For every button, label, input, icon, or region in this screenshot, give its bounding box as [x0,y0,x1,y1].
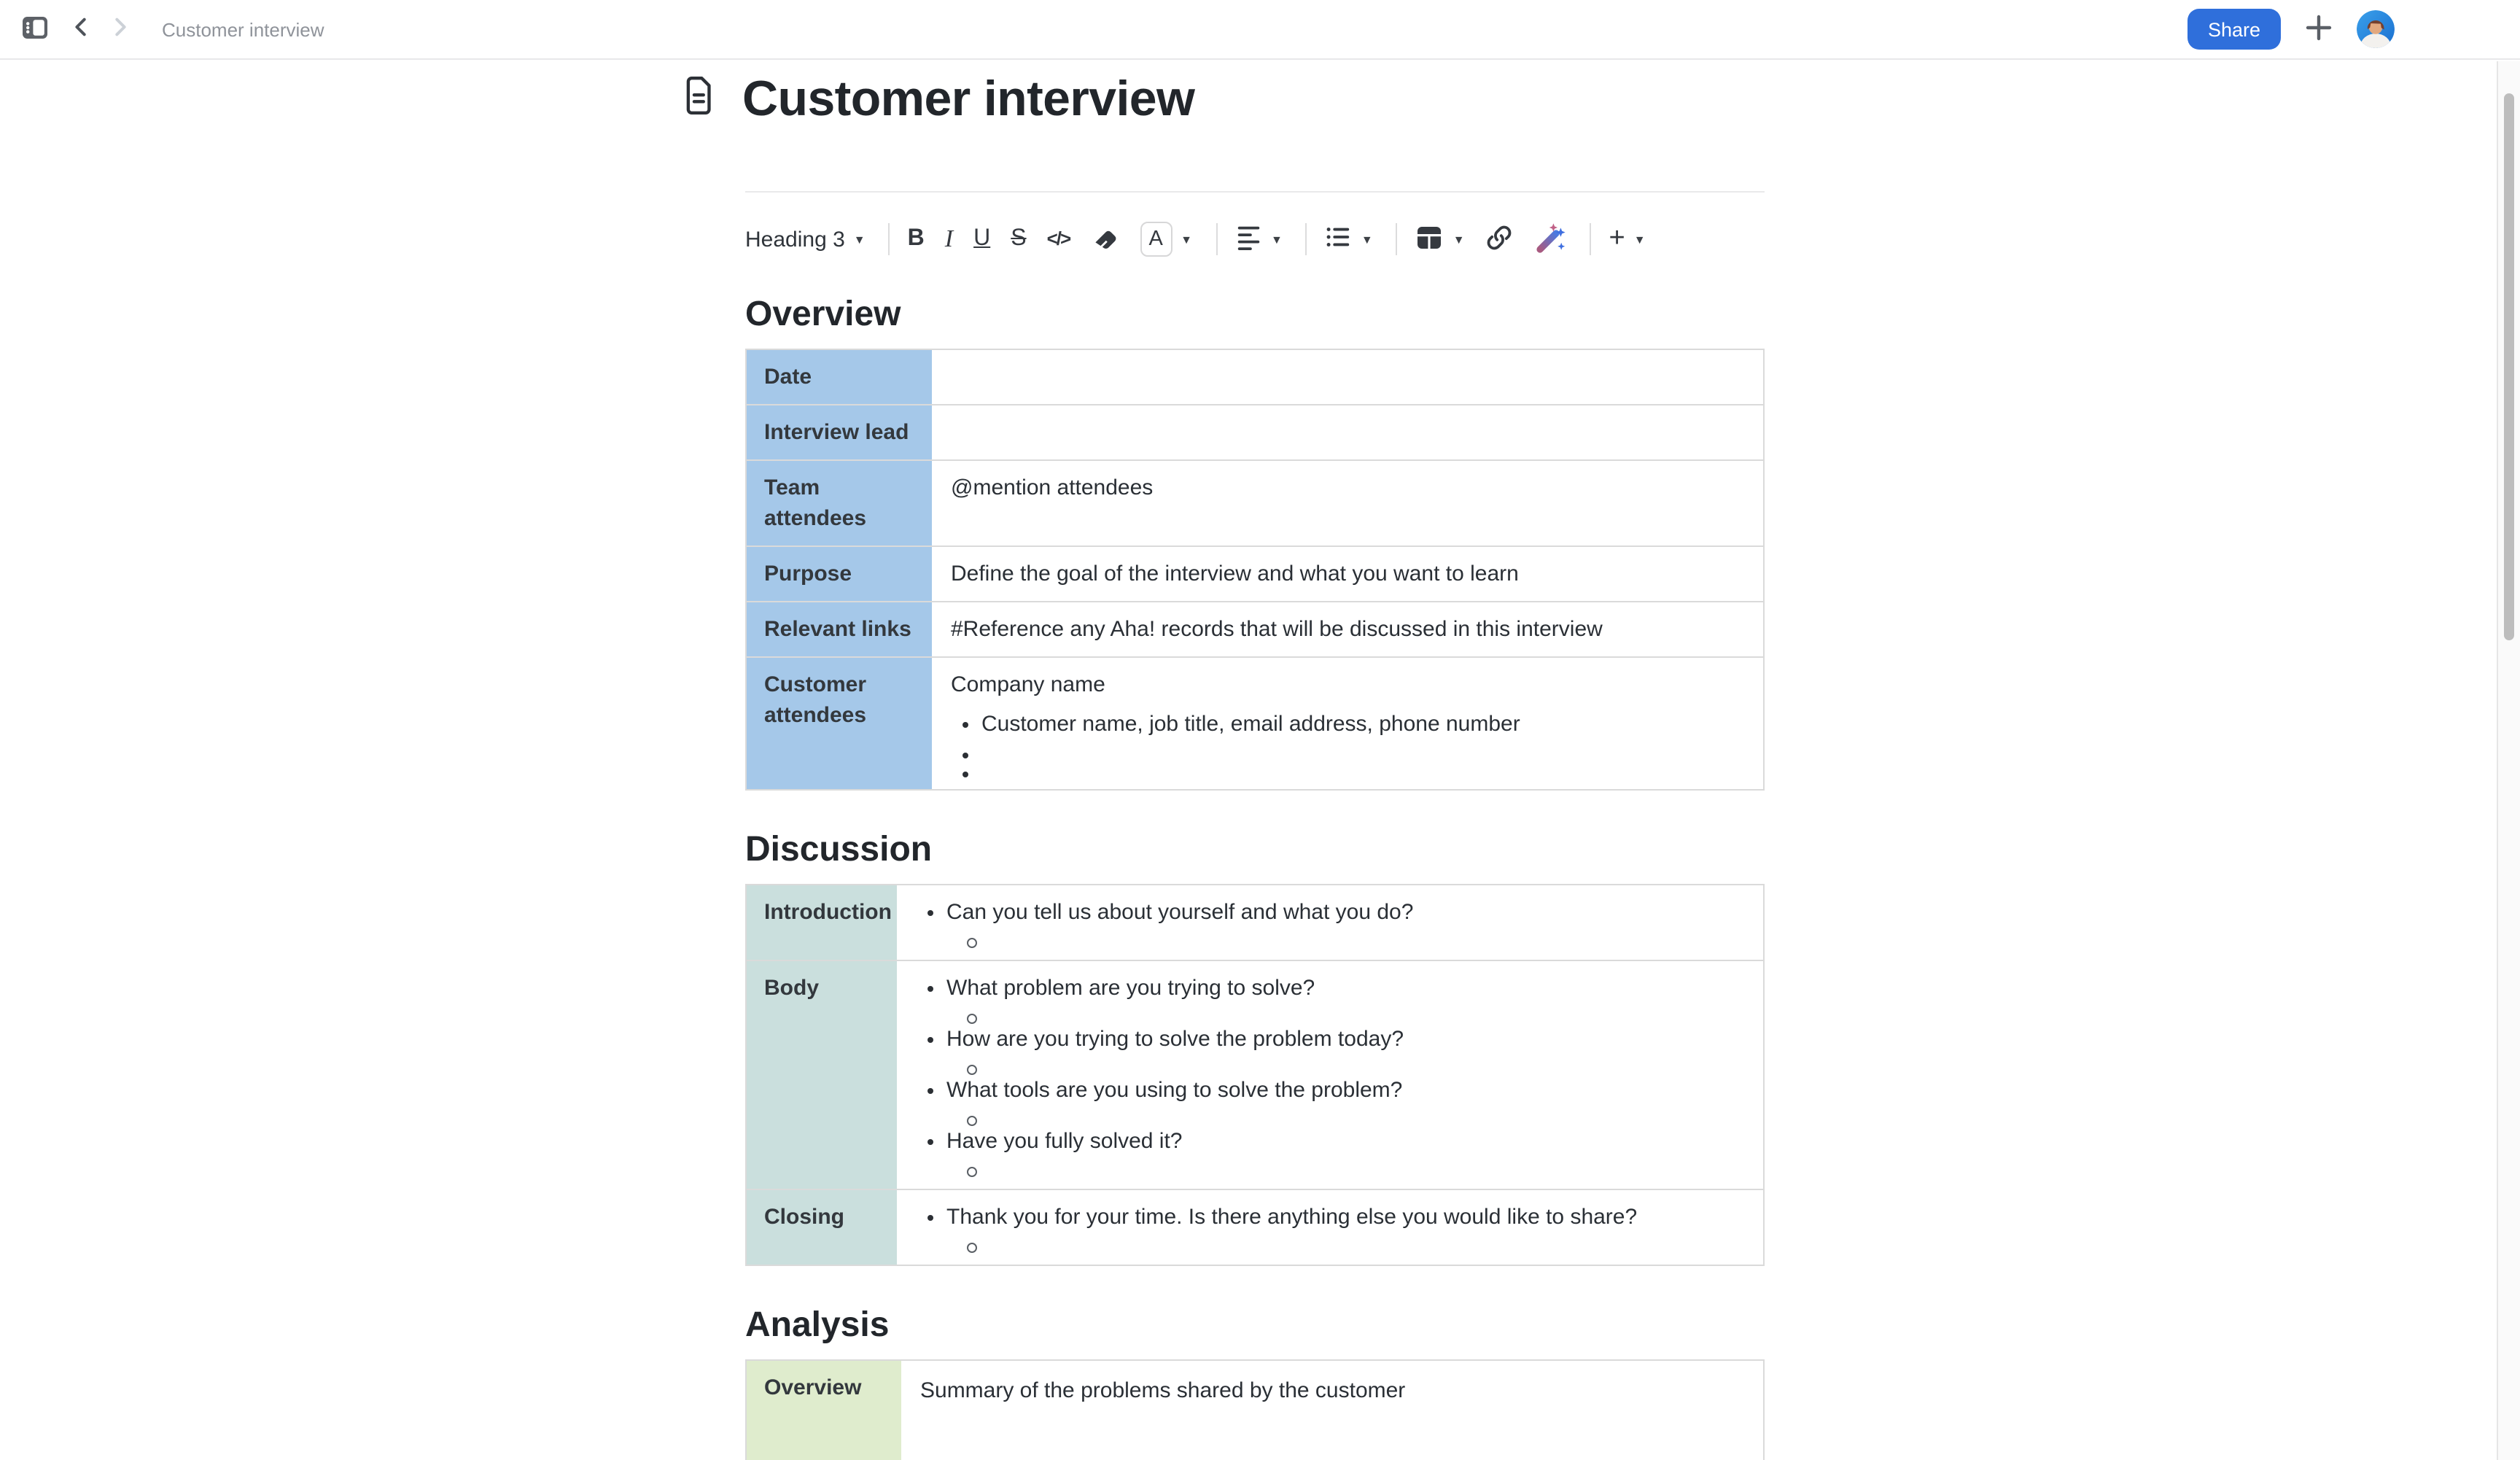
table-dropdown[interactable] [1415,222,1465,256]
strikethrough-icon: S [1011,226,1027,251]
bullet-ring [967,938,977,948]
toolbar-separator [1396,223,1398,255]
discussion-table [745,884,1765,1266]
chevron-down-icon: ▼ [1271,233,1283,246]
text-color-icon: A [1140,222,1172,257]
scrollbar-thumb[interactable] [2503,93,2513,640]
link-icon [1485,222,1514,256]
chevron-right-icon [109,16,131,42]
question-text: Can you tell us about yourself and what you do? [946,900,1414,925]
list-item [928,1232,1744,1253]
sidebar-toggle-button[interactable] [20,12,50,46]
breadcrumb: Customer interview [162,18,324,40]
header-divider [745,191,1765,193]
strikethrough-button[interactable] [1011,225,1026,254]
bullet-dot [928,1215,933,1221]
list-item [928,928,1744,948]
section-heading-discussion[interactable]: Discussion [745,830,933,869]
list-item [928,1003,1744,1024]
row-label[interactable]: Relevant links [747,602,932,656]
document-icon [681,74,718,124]
table-row [747,1190,1763,1265]
table-row [747,405,1763,461]
row-value[interactable] [932,405,1763,459]
row-label[interactable]: Date [747,350,932,404]
page-title[interactable]: Customer interview [742,71,1195,126]
list-item [928,1024,1744,1055]
add-button[interactable] [2303,11,2335,47]
clear-formatting-button[interactable] [1090,222,1119,256]
section-heading-overview[interactable]: Overview [745,295,901,334]
list-item [962,739,1744,758]
section-heading-analysis[interactable]: Analysis [745,1305,890,1345]
row-value[interactable]: Summary of the problems shared by the customer [920,1378,1406,1403]
italic-button[interactable] [945,225,953,254]
row-value[interactable] [897,961,1763,1189]
list-item [928,897,1744,928]
back-button[interactable] [70,16,92,42]
row-value[interactable]: Define the goal of the interview and what you want to learn [951,562,1519,586]
toolbar-separator [1590,223,1592,255]
question-text: Have you fully solved it? [946,1129,1183,1154]
question-text: Thank you for your time. Is there anything else you would like to share? [946,1205,1638,1230]
bullet-dot [962,772,968,777]
list-item [928,973,1744,1003]
question-text: What tools are you using to solve the problem? [946,1078,1403,1103]
row-value[interactable] [897,1190,1763,1265]
link-button[interactable] [1485,222,1514,256]
underline-icon: U [973,226,991,251]
toolbar-separator [1216,223,1217,255]
row-label[interactable]: Interview lead [747,405,932,459]
chevron-down-icon: ▼ [1361,233,1373,246]
bullet-list-icon [1325,223,1353,255]
block-style-dropdown[interactable]: Heading 3 ▼ [745,227,866,252]
row-label[interactable]: Body [747,961,897,1189]
list-item [928,1075,1744,1106]
top-bar [0,0,2520,60]
underline-button[interactable] [973,225,990,254]
magic-wand-icon [1535,221,1567,257]
analysis-table [745,1359,1765,1460]
bullet-ring [967,1116,977,1126]
bullet-dot [928,1088,933,1094]
table-row [747,1361,1763,1460]
row-value[interactable]: #Reference any Aha! records that will be discussed in this interview [951,617,1603,642]
row-label[interactable]: Customer attendees [747,658,932,789]
row-value[interactable] [932,658,1763,789]
bullet-ring [967,1243,977,1253]
bullet-dot [928,986,933,992]
chevron-down-icon: ▼ [853,233,866,246]
row-value[interactable]: @mention attendees [951,475,1154,500]
bullet-dot [928,1037,933,1043]
overview-table [745,349,1765,791]
row-label[interactable]: Overview [747,1361,901,1460]
code-button[interactable] [1047,225,1070,254]
row-label[interactable]: Introduction [747,885,897,960]
question-text: How are you trying to solve the problem today? [946,1027,1404,1052]
row-label[interactable]: Team attendees [747,461,932,545]
row-label[interactable]: Purpose [747,547,932,601]
list-item [928,1055,1744,1075]
ai-assistant-button[interactable] [1535,221,1567,257]
bold-icon: B [907,226,925,251]
list-item [928,1202,1744,1232]
table-row [747,602,1763,658]
table-icon [1415,222,1444,256]
list-item [928,1106,1744,1126]
plus-icon: + [1609,223,1625,254]
list-item [962,758,1744,777]
table-row [747,350,1763,405]
row-value[interactable] [932,350,1763,404]
plus-icon [2303,11,2335,47]
bullet-text: Customer name, job title, email address, phone number [981,712,1520,737]
document-title-row [681,71,2520,127]
italic-icon: I [944,225,954,252]
table-row [747,658,1763,789]
list-dropdown[interactable] [1325,223,1373,255]
align-left-icon [1234,223,1262,255]
chevron-down-icon: ▼ [1633,233,1646,246]
list-item [928,1126,1744,1157]
list-item [962,709,1744,739]
insert-dropdown[interactable] [1609,225,1646,254]
top-bar-left [20,12,324,46]
bullet-dot [962,722,968,728]
row-label[interactable]: Closing [747,1190,897,1265]
bullet-ring [967,1167,977,1177]
question-text: What problem are you trying to solve? [946,976,1315,1001]
bullet-dot [962,753,968,758]
table-row [747,885,1763,961]
chevron-left-icon [70,16,92,42]
chevron-down-icon: ▼ [1181,233,1192,246]
table-row [747,961,1763,1190]
toolbar-separator [889,223,890,255]
text-color-dropdown[interactable] [1140,222,1192,257]
bullet-dot [928,1139,933,1145]
document-body [745,293,1765,1460]
top-bar-right [2188,9,2500,50]
code-icon: </> [1046,228,1070,249]
editor-toolbar [745,211,2520,267]
share-button[interactable]: Share [2188,9,2281,50]
chevron-down-icon: ▼ [1452,233,1465,246]
row-value[interactable] [897,885,1763,960]
user-avatar[interactable] [2357,10,2395,48]
paragraph: Company name [951,672,1105,697]
sidebar-panel-icon [20,12,50,46]
table-row [747,547,1763,602]
align-dropdown[interactable] [1234,223,1283,255]
scrollbar-track[interactable] [2497,61,2520,1460]
toolbar-separator [1306,223,1307,255]
bold-button[interactable] [908,225,925,254]
list-item [928,1157,1744,1177]
bullet-ring [967,1014,977,1024]
eraser-icon [1090,222,1119,256]
forward-button[interactable] [109,16,131,42]
table-row [747,461,1763,547]
bullet-dot [928,910,933,916]
bullet-ring [967,1065,977,1075]
